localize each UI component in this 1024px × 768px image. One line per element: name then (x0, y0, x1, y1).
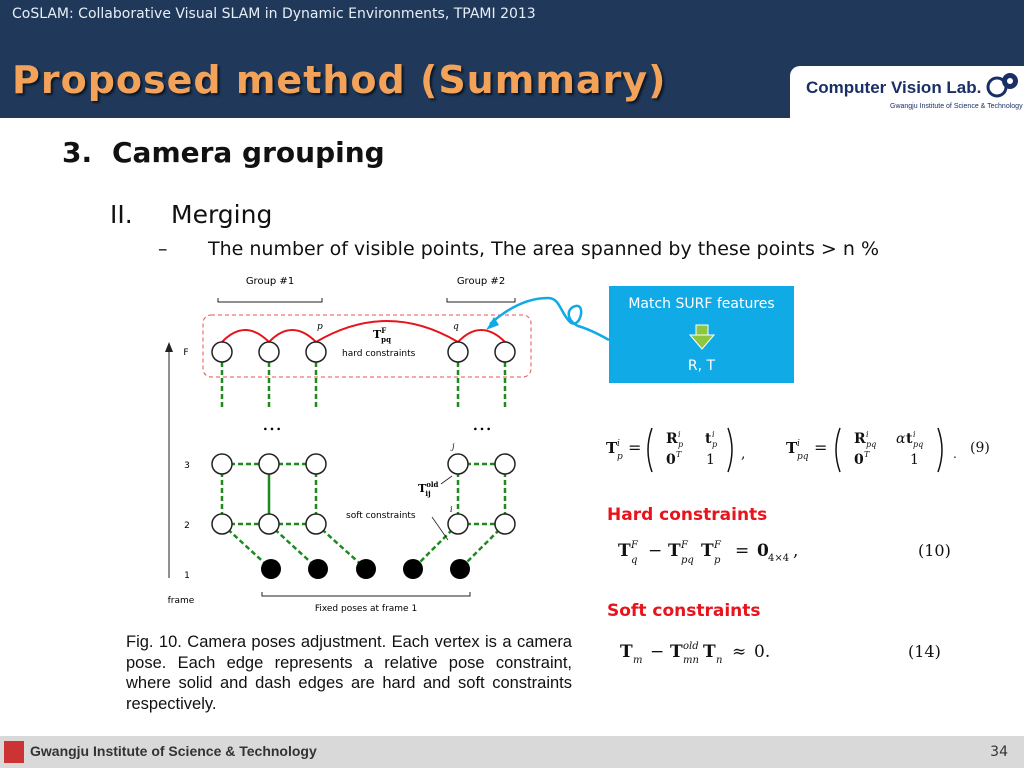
hard-constraints-label: hard constraints (342, 349, 416, 359)
gist-logo-icon (4, 741, 24, 763)
axis-label-frame: frame (167, 596, 195, 606)
axis-label-1: 1 (184, 571, 190, 581)
svg-text:mn: mn (683, 655, 699, 666)
svg-text:i: i (797, 439, 800, 449)
header-bar (0, 0, 1024, 118)
svg-text:i: i (678, 430, 681, 439)
svg-text:0.: 0. (754, 642, 771, 662)
bullet-point (158, 238, 879, 260)
svg-text:,: , (793, 541, 799, 561)
svg-text:=: = (814, 438, 828, 457)
svg-text:m: m (633, 655, 643, 666)
match-surf-label: Match SURF features (628, 296, 775, 312)
svg-text:α: α (896, 431, 906, 447)
figure-caption: Fig. 10. Camera poses adjustment. Each vertex is a camera pose. Each edge represents a relative pose constraint, where solid and dash edges are hard and soft constraints respectively. (126, 633, 572, 713)
svg-text:T: T (676, 450, 682, 459)
subsection-title: Merging (171, 200, 273, 229)
svg-text:F: F (714, 540, 721, 551)
tij-pointer (441, 476, 452, 484)
tpq-symbol: $T^F$ pq (373, 326, 391, 344)
svg-text:4×4: 4×4 (768, 553, 790, 564)
match-surf-box (609, 286, 794, 383)
paper-subtitle: CoSLAM: Collaborative Visual SLAM in Dynamic Environments, TPAMI 2013 (12, 6, 536, 22)
svg-text:i: i (913, 430, 916, 439)
svg-text:T: T (670, 642, 683, 662)
svg-text:T: T (618, 541, 631, 561)
svg-text:i: i (712, 430, 715, 439)
svg-text:−: − (648, 541, 663, 561)
group2-label: Group #2 (456, 276, 506, 287)
svg-text:T: T (703, 642, 716, 662)
soft-constraints-heading: Soft constraints (607, 601, 761, 621)
subsection-heading (110, 200, 272, 229)
svg-text:q: q (631, 555, 638, 566)
svg-text:=: = (628, 438, 642, 457)
svg-text:i: i (617, 439, 620, 449)
svg-text:0: 0 (666, 452, 676, 468)
svg-text:R: R (666, 431, 678, 447)
soft-pointer (432, 517, 448, 540)
footer-bar (0, 736, 1024, 768)
svg-text:pq: pq (866, 440, 877, 449)
svg-text:t: t (906, 431, 913, 447)
svg-text:T: T (864, 450, 870, 459)
footer-institute: Gwangju Institute of Science & Technology (30, 743, 317, 759)
subsection-number: II. (110, 200, 133, 229)
svg-text:F: F (681, 540, 688, 551)
svg-text:T: T (606, 439, 618, 457)
hard-constraints-heading: Hard constraints (607, 505, 768, 525)
svg-text:≈: ≈ (732, 642, 747, 662)
svg-text:t: t (705, 431, 712, 447)
axis-arrow-icon (165, 342, 173, 352)
svg-text:T: T (668, 541, 681, 561)
equation-14 (610, 630, 960, 670)
svg-text:.: . (953, 447, 957, 461)
hard-constraint-arcs (222, 321, 505, 342)
svg-text:R: R (854, 431, 866, 447)
connector-arrow (480, 290, 620, 350)
svg-text:0: 0 (757, 541, 769, 561)
lab-logo-icon (986, 70, 1020, 100)
down-arrow-icon (689, 324, 715, 350)
svg-text:1: 1 (910, 452, 919, 468)
section-heading (62, 136, 385, 169)
section-title: Camera grouping (112, 136, 385, 169)
svg-text:p: p (714, 555, 721, 566)
node-j-label: j (452, 442, 455, 451)
soft-edges-vertical-top (222, 362, 505, 408)
fixed-poses-bracket (262, 592, 470, 596)
soft-constraints-label: soft constraints (346, 511, 416, 521)
svg-text:,: , (741, 446, 746, 462)
svg-text:1: 1 (706, 452, 715, 468)
svg-text:T: T (620, 642, 633, 662)
bullet-dash: – (158, 238, 168, 260)
svg-text:=: = (735, 541, 750, 561)
logo-subtext: Gwangju Institute of Science & Technology (890, 103, 1023, 110)
eq14-number: (14) (908, 642, 941, 661)
node-q-label: q (453, 322, 459, 332)
rt-label: R, T (687, 358, 716, 374)
axis-label-3: 3 (184, 461, 190, 471)
equation-9 (600, 420, 1000, 476)
svg-text:p: p (617, 452, 623, 462)
axis-label-f: F (183, 348, 189, 358)
slide-title: Proposed method (Summary) (12, 58, 667, 102)
fixed-poses-label: Fixed poses at frame 1 (314, 604, 418, 614)
equation-10 (610, 530, 960, 570)
ellipsis-left: … (262, 411, 282, 435)
svg-text:pq: pq (681, 555, 694, 566)
svg-text:F: F (631, 540, 638, 551)
section-number: 3. (62, 136, 93, 169)
svg-text:T: T (701, 541, 714, 561)
svg-text:0: 0 (854, 452, 864, 468)
fixed-pose-nodes (261, 559, 470, 579)
tij-symbol: $T^{old}$ ij (418, 480, 439, 498)
group1-label: Group #1 (245, 276, 295, 287)
bullet-text: The number of visible points, The area spanned by these points > n % (208, 238, 880, 260)
ellipsis-right: … (472, 411, 492, 435)
axis-label-2: 2 (184, 521, 190, 531)
frame-2-3-nodes (212, 454, 515, 534)
svg-text:i: i (866, 430, 869, 439)
logo-text: Computer Vision Lab. (806, 78, 982, 97)
svg-text:p: p (678, 440, 684, 449)
svg-text:pq: pq (797, 452, 809, 462)
svg-text:T: T (786, 439, 798, 457)
svg-text:n: n (716, 655, 723, 666)
node-i-label: i (450, 505, 453, 514)
eq9-number: (9) (970, 440, 990, 456)
svg-text:−: − (650, 642, 665, 662)
svg-text:p: p (712, 440, 718, 449)
group1-bracket (218, 298, 322, 302)
lab-logo (790, 66, 1024, 118)
svg-text:old: old (683, 641, 699, 652)
eq10-number: (10) (918, 541, 951, 560)
node-p-label: p (317, 322, 323, 332)
svg-text:pq: pq (913, 440, 924, 449)
page-number: 34 (990, 744, 1008, 760)
